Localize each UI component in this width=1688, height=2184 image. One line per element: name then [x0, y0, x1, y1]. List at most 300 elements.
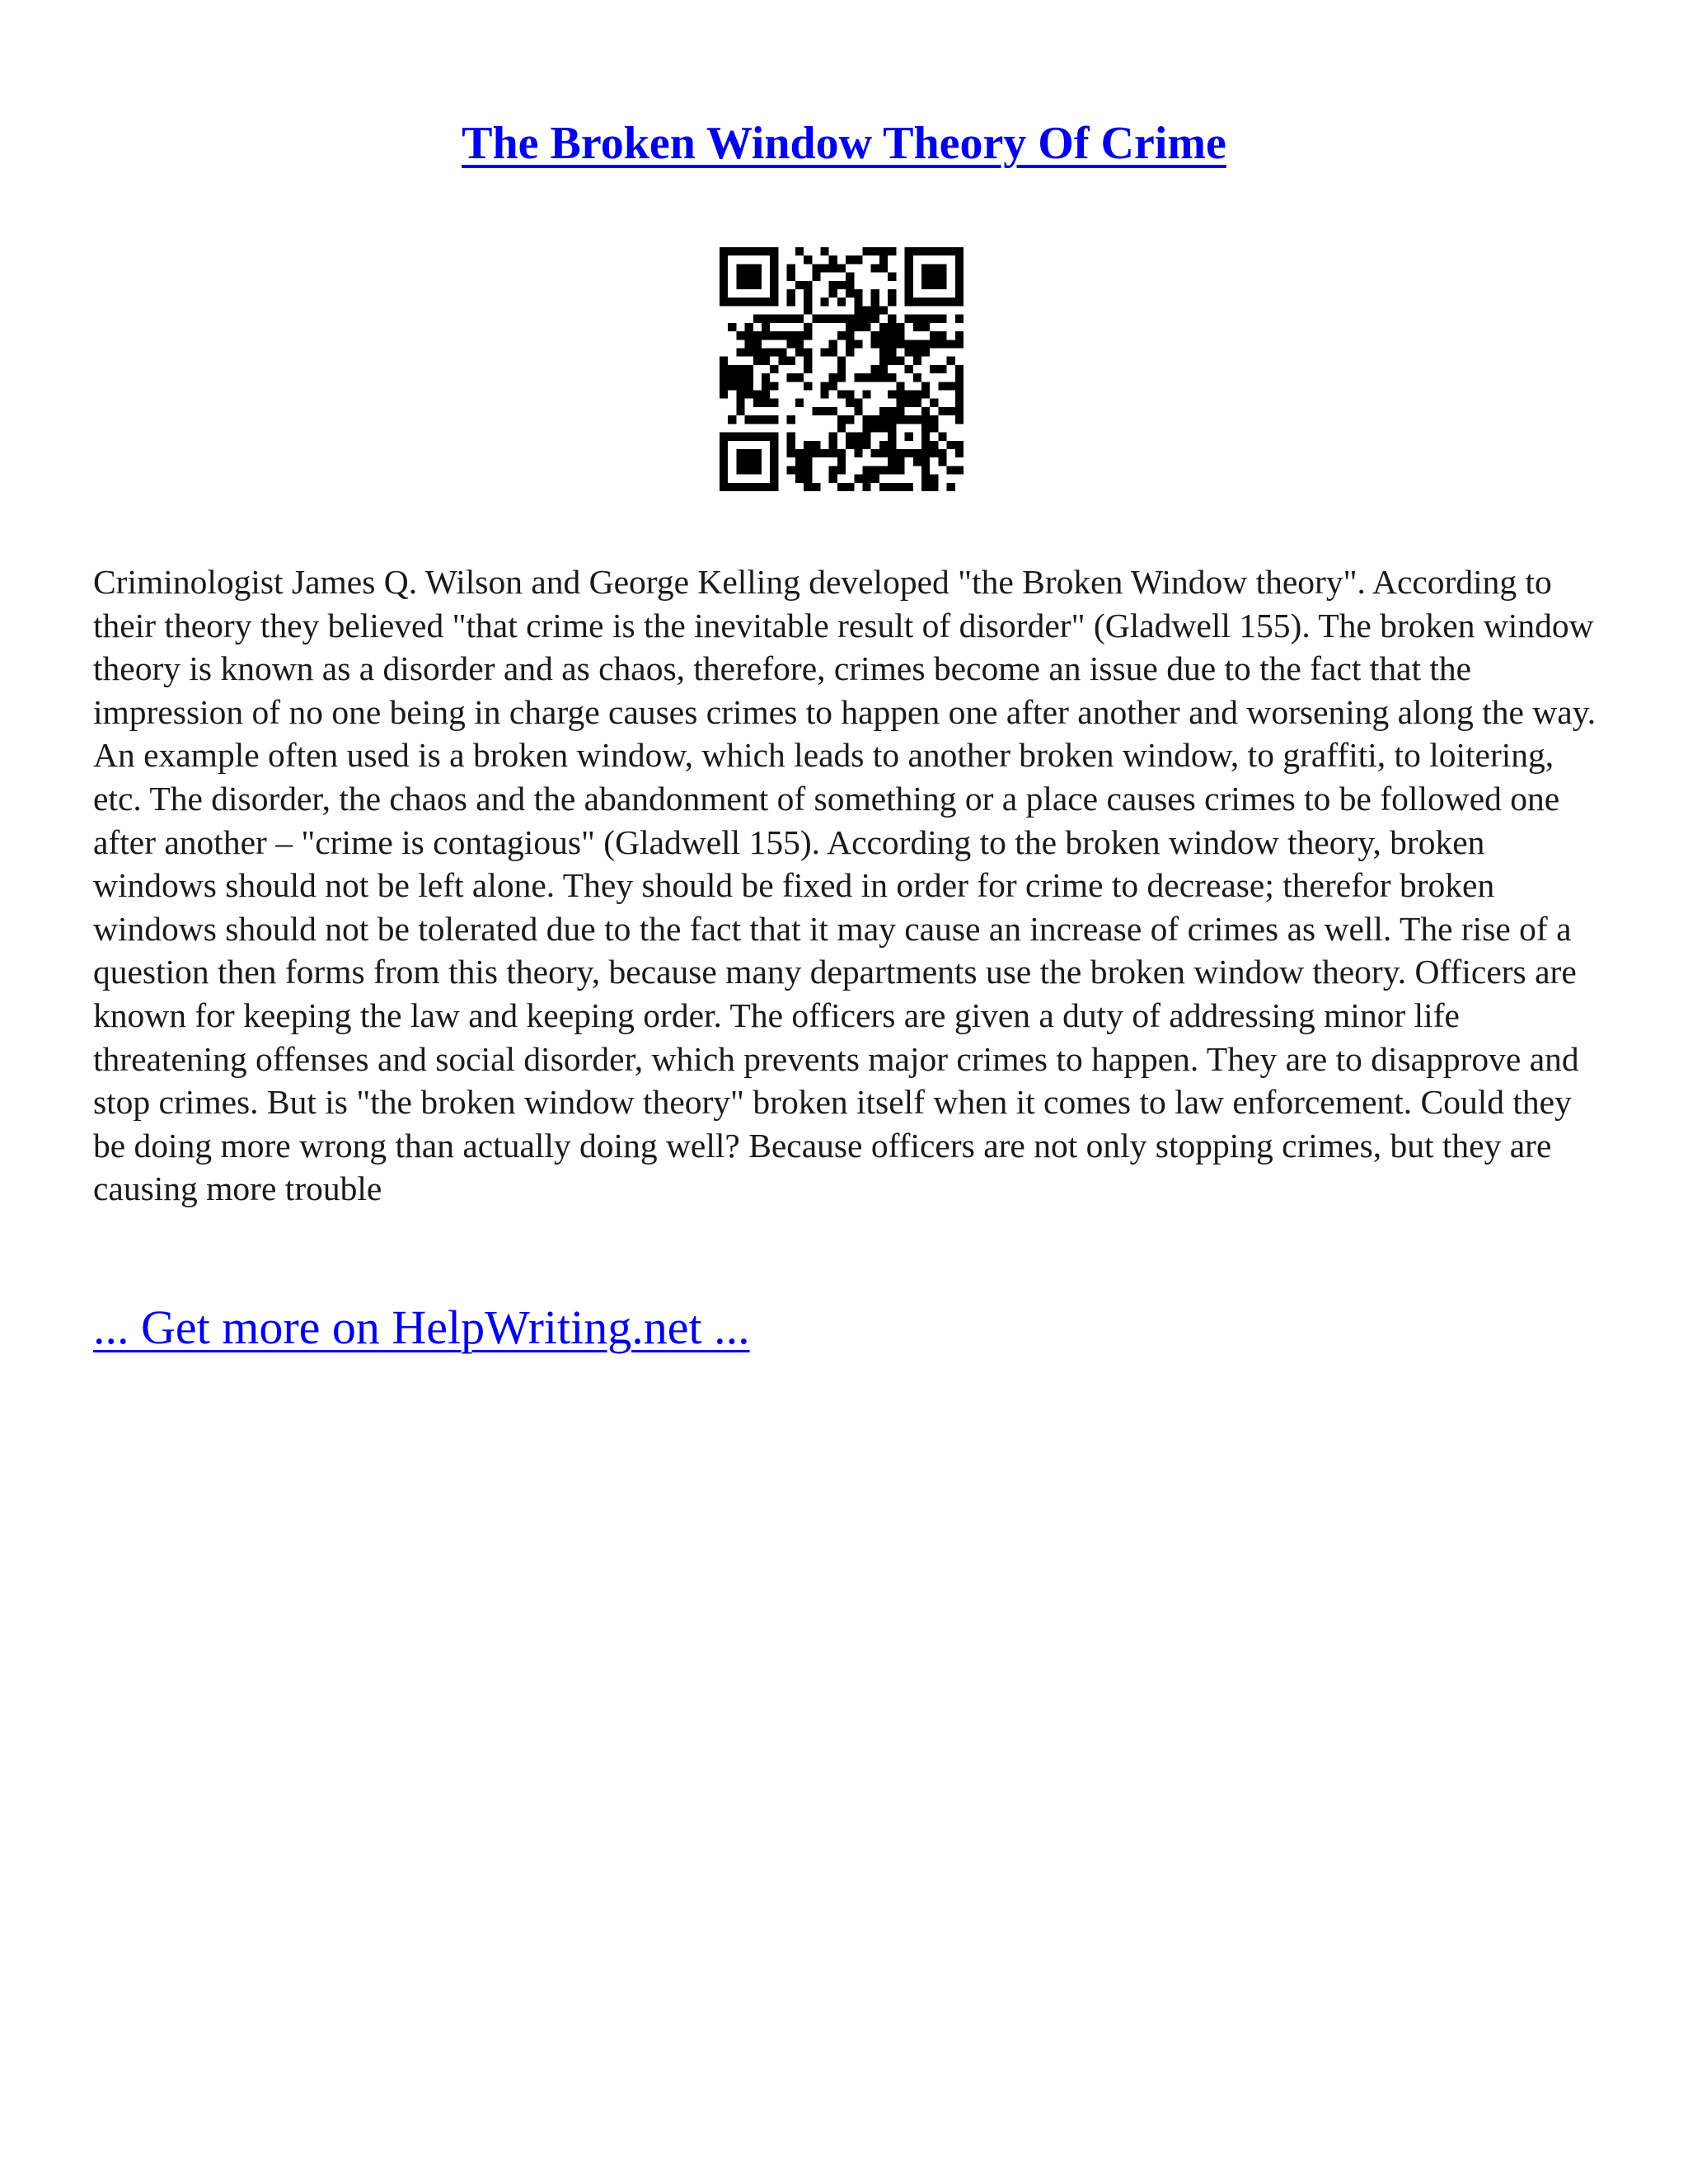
- qr-module: [837, 264, 846, 272]
- qr-module: [913, 391, 921, 399]
- qr-module: [871, 365, 879, 373]
- qr-module: [720, 466, 728, 474]
- qr-module: [896, 391, 904, 399]
- qr-module: [728, 433, 736, 441]
- qr-module: [745, 382, 753, 390]
- qr-module: [820, 348, 828, 356]
- qr-module: [921, 415, 930, 424]
- qr-module: [728, 247, 736, 255]
- qr-module: [871, 373, 879, 382]
- qr-module: [879, 424, 888, 432]
- qr-module: [905, 391, 913, 399]
- qr-module: [863, 475, 871, 483]
- qr-module: [820, 382, 828, 390]
- qr-module: [846, 273, 854, 281]
- qr-module: [879, 449, 888, 457]
- qr-module: [871, 475, 879, 483]
- qr-module: [787, 340, 795, 348]
- qr-module: [837, 331, 846, 340]
- qr-module: [947, 340, 955, 348]
- qr-module: [787, 441, 795, 449]
- qr-module: [762, 247, 770, 255]
- qr-module: [854, 433, 862, 441]
- qr-module: [770, 289, 778, 298]
- qr-module: [921, 483, 930, 491]
- qr-module: [888, 273, 896, 281]
- qr-module: [736, 433, 744, 441]
- qr-module: [854, 340, 862, 348]
- qr-module: [955, 315, 964, 323]
- qr-module: [921, 475, 930, 483]
- qr-module: [846, 323, 854, 331]
- qr-module: [888, 298, 896, 306]
- qr-module: [905, 247, 913, 255]
- qr-module: [921, 323, 930, 331]
- qr-module: [888, 323, 896, 331]
- qr-module: [728, 382, 736, 390]
- qr-module: [778, 357, 786, 365]
- title-link[interactable]: The Broken Window Theory Of Crime: [462, 118, 1226, 169]
- qr-module: [938, 298, 946, 306]
- qr-module: [837, 357, 846, 365]
- qr-module: [795, 340, 804, 348]
- qr-module: [728, 323, 736, 331]
- qr-module: [888, 331, 896, 340]
- qr-module: [938, 457, 946, 466]
- qr-module: [736, 449, 744, 457]
- qr-module: [804, 382, 812, 390]
- qr-module: [846, 281, 854, 289]
- qr-module: [770, 382, 778, 390]
- qr-module: [905, 273, 913, 281]
- qr-module: [854, 315, 862, 323]
- qr-module: [921, 466, 930, 474]
- qr-module: [753, 281, 762, 289]
- qr-module: [770, 298, 778, 306]
- page-title: [0, 114, 1688, 173]
- qr-module: [888, 433, 896, 441]
- qr-module: [804, 466, 812, 474]
- qr-module: [770, 331, 778, 340]
- qr-module: [720, 483, 728, 491]
- qr-module: [762, 483, 770, 491]
- qr-module: [930, 340, 938, 348]
- qr-module: [921, 441, 930, 449]
- qr-module: [879, 264, 888, 272]
- qr-module: [829, 449, 837, 457]
- qr-module: [837, 281, 846, 289]
- qr-module: [770, 273, 778, 281]
- qr-module: [753, 315, 762, 323]
- qr-module: [736, 391, 744, 399]
- qr-module: [778, 315, 786, 323]
- qr-module: [930, 365, 938, 373]
- qr-module: [938, 449, 946, 457]
- qr-module: [812, 441, 820, 449]
- qr-module: [947, 247, 955, 255]
- qr-module: [804, 298, 812, 306]
- qr-module: [795, 373, 804, 382]
- qr-module: [795, 348, 804, 356]
- qr-module: [829, 340, 837, 348]
- qr-module: [720, 449, 728, 457]
- qr-module: [913, 373, 921, 382]
- qr-module: [787, 289, 795, 298]
- qr-module: [913, 340, 921, 348]
- qr-module: [720, 475, 728, 483]
- qr-module: [896, 457, 904, 466]
- qr-module: [896, 407, 904, 415]
- qr-module: [879, 373, 888, 382]
- qr-module: [745, 373, 753, 382]
- qr-module: [736, 407, 744, 415]
- qr-module: [846, 433, 854, 441]
- qr-module: [812, 264, 820, 272]
- qr-module: [879, 466, 888, 474]
- qr-module: [896, 399, 904, 407]
- qr-module: [879, 415, 888, 424]
- qr-module: [871, 424, 879, 432]
- qr-module: [955, 273, 964, 281]
- qr-module: [938, 315, 946, 323]
- qr-module: [921, 457, 930, 466]
- qr-module: [955, 365, 964, 373]
- qr-module: [804, 255, 812, 264]
- qr-module: [778, 331, 786, 340]
- qr-module: [955, 281, 964, 289]
- qr-module: [753, 298, 762, 306]
- qr-module: [930, 273, 938, 281]
- qr-module: [905, 340, 913, 348]
- qr-module: [921, 340, 930, 348]
- qr-module: [770, 475, 778, 483]
- qr-module: [837, 298, 846, 306]
- qr-module: [812, 315, 820, 323]
- qr-module: [905, 255, 913, 264]
- qr-module: [837, 466, 846, 474]
- qr-module: [804, 306, 812, 314]
- qr-module: [770, 365, 778, 373]
- qr-module: [795, 449, 804, 457]
- qr-module: [888, 289, 896, 298]
- qr-module: [888, 407, 896, 415]
- qr-module: [736, 298, 744, 306]
- qr-module: [921, 424, 930, 432]
- qr-module: [745, 247, 753, 255]
- qr-module: [955, 331, 964, 340]
- qr-module: [829, 407, 837, 415]
- qr-module: [896, 331, 904, 340]
- qr-module: [736, 348, 744, 356]
- qr-module: [955, 289, 964, 298]
- qr-module: [804, 441, 812, 449]
- qr-module: [787, 373, 795, 382]
- qr-module: [770, 483, 778, 491]
- qr-module: [930, 415, 938, 424]
- get-more-link[interactable]: ... Get more on HelpWriting.net ...: [93, 1301, 750, 1354]
- qr-module: [753, 399, 762, 407]
- qr-module: [720, 441, 728, 449]
- qr-module: [720, 457, 728, 466]
- qr-module: [888, 391, 896, 399]
- qr-module: [921, 433, 930, 441]
- qr-module: [955, 382, 964, 390]
- qr-module: [720, 382, 728, 390]
- qr-module: [871, 415, 879, 424]
- qr-module: [905, 433, 913, 441]
- qr-module: [804, 365, 812, 373]
- qr-module: [905, 449, 913, 457]
- qr-module: [795, 281, 804, 289]
- qr-module: [820, 407, 828, 415]
- qr-module: [938, 331, 946, 340]
- qr-module: [829, 289, 837, 298]
- qr-module: [896, 466, 904, 474]
- qr-module: [720, 365, 728, 373]
- qr-module: [913, 357, 921, 365]
- qr-module: [837, 424, 846, 432]
- qr-module: [871, 315, 879, 323]
- qr-module: [787, 273, 795, 281]
- qr-module: [829, 466, 837, 474]
- qr-module: [829, 315, 837, 323]
- qr-module: [745, 466, 753, 474]
- qr-module: [736, 281, 744, 289]
- qr-module: [753, 483, 762, 491]
- qr-module: [955, 298, 964, 306]
- qr-module: [804, 331, 812, 340]
- qr-module: [728, 298, 736, 306]
- qr-module: [938, 365, 946, 373]
- qr-module: [846, 331, 854, 340]
- qr-module: [829, 281, 837, 289]
- qr-module: [896, 449, 904, 457]
- qr-module: [846, 415, 854, 424]
- qr-module: [804, 483, 812, 491]
- qr-module: [736, 273, 744, 281]
- qr-module: [913, 399, 921, 407]
- qr-module: [955, 399, 964, 407]
- qr-module: [854, 475, 862, 483]
- qr-module: [947, 441, 955, 449]
- qr-module: [812, 407, 820, 415]
- qr-module: [854, 298, 862, 306]
- qr-module: [720, 433, 728, 441]
- qr-module: [837, 457, 846, 466]
- qr-module: [745, 331, 753, 340]
- qr-module: [736, 373, 744, 382]
- qr-module: [947, 466, 955, 474]
- qr-module: [888, 357, 896, 365]
- qr-module: [770, 399, 778, 407]
- qr-module: [762, 331, 770, 340]
- body-paragraph: Criminologist James Q. Wilson and George Kelling developed "the Broken Window theory". According to their theory they believed "that crime is the inevitable result of disorder" (Gladwell 155). The broken window theory is known as a disorder and as chaos, therefore, crimes become an issue due to the fact that the impression of no one being in charge causes crimes to happen one after another and worsening along the way. An example often used is a broken window, which leads to another broken window, to graffiti, to loitering, etc. The disorder, the chaos and the abandonment of something or a place causes crimes to be followed one after another – "crime is contagious" (Gladwell 155). According to the broken window theory, broken windows should not be left alone. They should be fixed in order for crime to decrease; therefor broken windows should not be tolerated due to the fact that it may cause an increase of crimes as well. The rise of a question then forms from this theory, because many departments use the broken window theory. Officers are known for keeping the law and keeping order. The officers are given a duty of addressing minor life threatening offenses and social disorder, which prevents major crimes to happen. They are to disapprove and stop crimes. But is "the broken window theory" broken itself when it comes to law enforcement. Could they be doing more wrong than actually doing well? Because officers are not only stopping crimes, but they are causing more trouble: [93, 563, 1597, 1208]
- qr-module: [728, 483, 736, 491]
- qr-module: [888, 424, 896, 432]
- qr-module: [745, 433, 753, 441]
- qr-module: [728, 415, 736, 424]
- qr-module: [905, 415, 913, 424]
- qr-module: [921, 298, 930, 306]
- qr-module: [770, 247, 778, 255]
- qr-module: [745, 340, 753, 348]
- qr-module: [753, 391, 762, 399]
- qr-module: [863, 466, 871, 474]
- qr-module: [829, 475, 837, 483]
- qr-module: [787, 433, 795, 441]
- qr-module: [905, 315, 913, 323]
- qr-module: [871, 264, 879, 272]
- qr-module: [745, 348, 753, 356]
- qr-module: [955, 255, 964, 264]
- qr-module: [770, 315, 778, 323]
- qr-module: [888, 441, 896, 449]
- qr-module: [770, 255, 778, 264]
- qr-module: [896, 382, 904, 390]
- qr-module: [770, 441, 778, 449]
- qr-module: [829, 441, 837, 449]
- qr-module: [820, 315, 828, 323]
- qr-module: [879, 441, 888, 449]
- qr-module: [745, 391, 753, 399]
- qr-module: [846, 289, 854, 298]
- qr-module: [753, 331, 762, 340]
- qr-module: [846, 441, 854, 449]
- qr-module: [938, 273, 946, 281]
- qr-module: [753, 449, 762, 457]
- qr-module: [879, 255, 888, 264]
- qr-module: [921, 247, 930, 255]
- qr-module: [863, 315, 871, 323]
- qr-module: [871, 306, 879, 314]
- qr-module: [888, 247, 896, 255]
- qr-module: [837, 315, 846, 323]
- qr-module: [955, 264, 964, 272]
- qr-module: [846, 348, 854, 356]
- qr-module: [804, 357, 812, 365]
- qr-module: [736, 399, 744, 407]
- qr-module: [846, 255, 854, 264]
- qr-module: [921, 281, 930, 289]
- qr-module: [787, 466, 795, 474]
- qr-module: [896, 415, 904, 424]
- qr-module: [753, 348, 762, 356]
- qr-module: [846, 483, 854, 491]
- qr-module: [896, 340, 904, 348]
- qr-module: [955, 340, 964, 348]
- qr-module: [930, 298, 938, 306]
- qr-module: [871, 331, 879, 340]
- qr-module: [720, 357, 728, 365]
- qr-module: [921, 382, 930, 390]
- qr-module: [736, 483, 744, 491]
- qr-module: [888, 340, 896, 348]
- qr-module: [896, 483, 904, 491]
- qr-module: [753, 264, 762, 272]
- qr-module: [863, 415, 871, 424]
- qr-module: [913, 315, 921, 323]
- qr-module: [913, 457, 921, 466]
- qr-module: [720, 391, 728, 399]
- qr-module: [879, 407, 888, 415]
- qr-module: [846, 340, 854, 348]
- qr-module: [863, 441, 871, 449]
- qr-module: [745, 298, 753, 306]
- qr-module: [879, 247, 888, 255]
- qr-module: [762, 315, 770, 323]
- qr-module: [888, 315, 896, 323]
- qr-module: [820, 264, 828, 272]
- qr-module: [930, 315, 938, 323]
- qr-module: [846, 391, 854, 399]
- qr-module: [745, 273, 753, 281]
- qr-module: [736, 331, 744, 340]
- qr-module: [888, 415, 896, 424]
- qr-module: [804, 281, 812, 289]
- qr-module: [837, 415, 846, 424]
- qr-module: [947, 382, 955, 390]
- qr-module: [720, 373, 728, 382]
- qr-module: [879, 483, 888, 491]
- qr-module: [804, 323, 812, 331]
- qr-module: [829, 373, 837, 382]
- qr-module: [871, 247, 879, 255]
- qr-module: [837, 449, 846, 457]
- qr-module: [938, 433, 946, 441]
- qr-module: [762, 348, 770, 356]
- qr-module: [913, 298, 921, 306]
- qr-module: [837, 483, 846, 491]
- qr-module: [762, 399, 770, 407]
- qr-module: [795, 475, 804, 483]
- qr-module: [795, 399, 804, 407]
- qr-module: [871, 289, 879, 298]
- qr-module: [753, 247, 762, 255]
- qr-module: [921, 264, 930, 272]
- qr-module: [905, 264, 913, 272]
- qr-module: [770, 264, 778, 272]
- qr-module: [905, 348, 913, 356]
- qr-module: [947, 298, 955, 306]
- qr-module: [905, 281, 913, 289]
- qr-module: [762, 382, 770, 390]
- qr-module: [905, 365, 913, 373]
- qr-module: [905, 483, 913, 491]
- qr-module: [829, 433, 837, 441]
- qr-module: [770, 449, 778, 457]
- qr-module: [820, 391, 828, 399]
- qr-module: [753, 357, 762, 365]
- qr-module: [930, 281, 938, 289]
- qr-module: [905, 298, 913, 306]
- qr-module: [795, 457, 804, 466]
- qr-module: [955, 466, 964, 474]
- qr-module: [888, 483, 896, 491]
- qr-module: [938, 247, 946, 255]
- qr-module: [787, 264, 795, 272]
- qr-module: [930, 424, 938, 432]
- qr-module: [829, 382, 837, 390]
- qr-module: [871, 298, 879, 306]
- qr-module: [846, 315, 854, 323]
- qr-module: [795, 466, 804, 474]
- qr-module: [854, 289, 862, 298]
- qr-module: [879, 365, 888, 373]
- qr-module: [921, 315, 930, 323]
- qr-module: [930, 483, 938, 491]
- qr-module: [938, 407, 946, 415]
- qr-module: [745, 264, 753, 272]
